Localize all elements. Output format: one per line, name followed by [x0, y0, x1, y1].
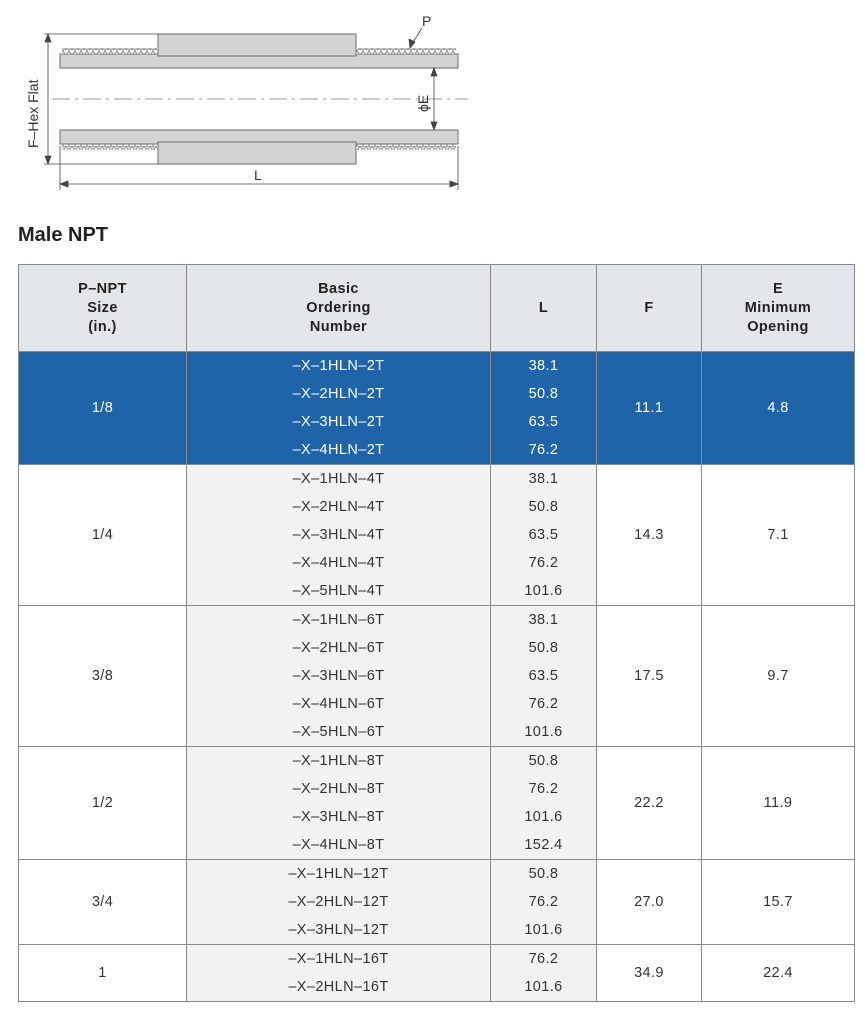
p-leader — [409, 28, 422, 48]
ordering-number-cell: –X–3HLN–4T — [187, 521, 491, 549]
ordering-number-cell: –X–3HLN–8T — [187, 803, 491, 831]
ordering-number-cell: –X–2HLN–8T — [187, 775, 491, 803]
length-cell: 76.2 — [491, 690, 597, 718]
ordering-number-cell: –X–2HLN–16T — [187, 973, 491, 1002]
l-label: L — [254, 167, 262, 183]
length-cell: 50.8 — [491, 380, 597, 408]
f-cell: 11.1 — [597, 352, 702, 465]
ordering-number-cell: –X–1HLN–12T — [187, 860, 491, 889]
ordering-number-cell: –X–2HLN–12T — [187, 888, 491, 916]
length-cell: 50.8 — [491, 860, 597, 889]
ordering-number-cell: –X–3HLN–12T — [187, 916, 491, 945]
length-cell: 38.1 — [491, 606, 597, 635]
ordering-number-cell: –X–1HLN–8T — [187, 747, 491, 776]
length-cell: 76.2 — [491, 549, 597, 577]
header-f: F — [597, 265, 702, 352]
e-cell: 4.8 — [702, 352, 855, 465]
header-l: L — [491, 265, 597, 352]
ordering-number-cell: –X–3HLN–2T — [187, 408, 491, 436]
length-cell: 38.1 — [491, 465, 597, 494]
table-row — [19, 945, 855, 974]
ordering-number-cell: –X–1HLN–6T — [187, 606, 491, 635]
e-cell: 7.1 — [702, 465, 855, 606]
section-title: Male NPT — [18, 224, 109, 246]
e-cell: 11.9 — [702, 747, 855, 860]
ordering-number-cell: –X–5HLN–4T — [187, 577, 491, 606]
ordering-number-cell: –X–1HLN–2T — [187, 352, 491, 381]
spec-table — [18, 264, 855, 1002]
table-row — [19, 606, 855, 635]
f-cell: 34.9 — [597, 945, 702, 1002]
length-cell: 76.2 — [491, 888, 597, 916]
length-cell: 38.1 — [491, 352, 597, 381]
f-hex-label: F–Hex Flat — [25, 79, 41, 148]
length-cell: 76.2 — [491, 775, 597, 803]
e-cell: 9.7 — [702, 606, 855, 747]
e-cell: 15.7 — [702, 860, 855, 945]
size-cell: 3/8 — [19, 606, 187, 747]
size-cell: 3/4 — [19, 860, 187, 945]
table-row — [19, 747, 855, 776]
length-cell: 63.5 — [491, 521, 597, 549]
size-cell: 1/8 — [19, 352, 187, 465]
ordering-number-cell: –X–2HLN–6T — [187, 634, 491, 662]
ordering-number-cell: –X–1HLN–16T — [187, 945, 491, 974]
size-cell: 1/4 — [19, 465, 187, 606]
length-cell: 76.2 — [491, 436, 597, 465]
e-label: ϕE — [415, 94, 431, 112]
length-cell: 50.8 — [491, 634, 597, 662]
length-cell: 50.8 — [491, 747, 597, 776]
size-cell: 1 — [19, 945, 187, 1002]
length-cell: 101.6 — [491, 577, 597, 606]
size-cell: 1/2 — [19, 747, 187, 860]
ordering-number-cell: –X–3HLN–6T — [187, 662, 491, 690]
length-cell: 63.5 — [491, 662, 597, 690]
f-cell: 17.5 — [597, 606, 702, 747]
length-cell: 101.6 — [491, 718, 597, 747]
table-row — [19, 465, 855, 494]
ordering-number-cell: –X–4HLN–2T — [187, 436, 491, 465]
header-row — [19, 265, 855, 352]
length-cell: 76.2 — [491, 945, 597, 974]
p-label: P — [422, 13, 432, 29]
length-cell: 152.4 — [491, 831, 597, 860]
ordering-number-cell: –X–4HLN–4T — [187, 549, 491, 577]
length-cell: 63.5 — [491, 408, 597, 436]
length-cell: 50.8 — [491, 493, 597, 521]
table-row — [19, 860, 855, 889]
fitting-diagram — [18, 8, 478, 198]
bottom-wall — [60, 130, 458, 164]
table-row — [19, 352, 855, 381]
header-size: P–NPT Size (in.) — [19, 265, 187, 352]
length-cell: 101.6 — [491, 973, 597, 1002]
header-ordering: Basic Ordering Number — [187, 265, 491, 352]
e-cell: 22.4 — [702, 945, 855, 1002]
top-wall — [60, 34, 458, 68]
ordering-number-cell: –X–4HLN–8T — [187, 831, 491, 860]
header-e: E Minimum Opening — [702, 265, 855, 352]
ordering-number-cell: –X–2HLN–4T — [187, 493, 491, 521]
f-cell: 22.2 — [597, 747, 702, 860]
ordering-number-cell: –X–2HLN–2T — [187, 380, 491, 408]
ordering-number-cell: –X–5HLN–6T — [187, 718, 491, 747]
ordering-number-cell: –X–1HLN–4T — [187, 465, 491, 494]
length-cell: 101.6 — [491, 916, 597, 945]
f-cell: 27.0 — [597, 860, 702, 945]
f-cell: 14.3 — [597, 465, 702, 606]
length-cell: 101.6 — [491, 803, 597, 831]
ordering-number-cell: –X–4HLN–6T — [187, 690, 491, 718]
